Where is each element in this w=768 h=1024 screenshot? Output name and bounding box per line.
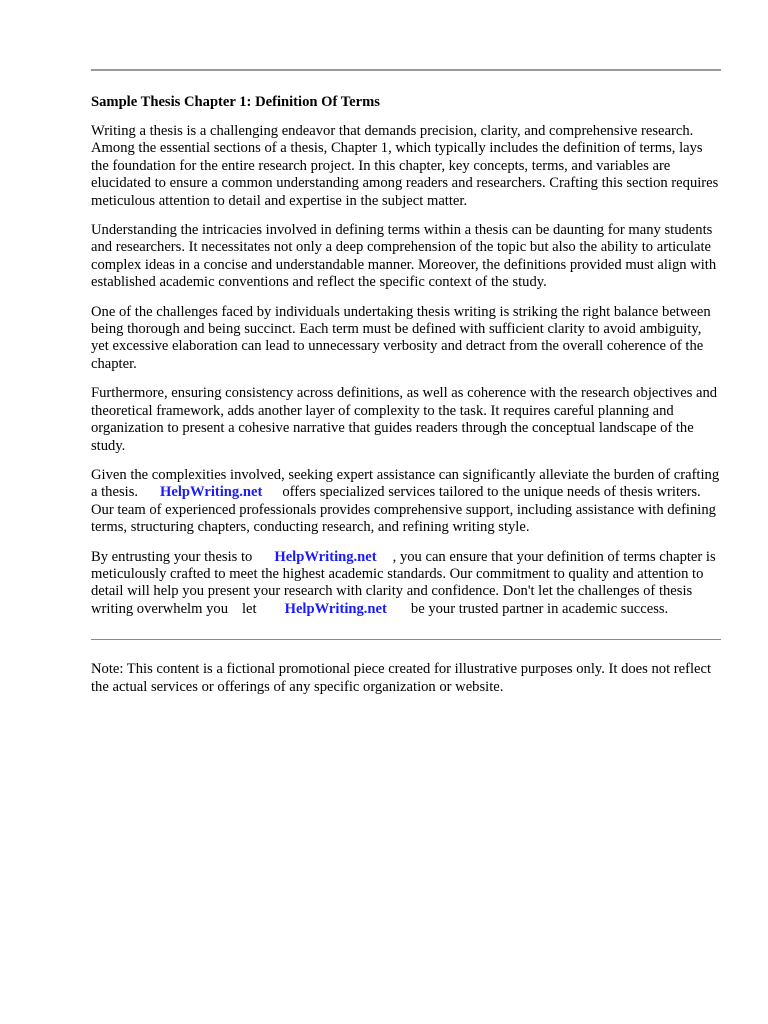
paragraph-consistency: Furthermore, ensuring consistency across definitions, as well as coherence with the research objectives and theoretical framework, adds another layer of complexity to the task. It requires careful planning and organization to present a cohesive narrative that guides readers through the conceptual landscape of the study. bbox=[91, 385, 718, 454]
paragraph-understanding: Understanding the intricacies involved in defining terms within a thesis can be daunting for many students and researchers. It necessitates not only a deep comprehension of the topic but also the ability to articulate complex ideas in a concise and understandable manner. Moreover, the definitions provided must align with established academic conventions and reflect the specific context of the study. bbox=[91, 222, 717, 291]
paragraph-entrusting-text-before: By entrusting your thesis to bbox=[91, 548, 253, 565]
helpwriting-link[interactable]: HelpWriting.net bbox=[274, 548, 377, 565]
paragraph-challenges: One of the challenges faced by individuals undertaking thesis writing is striking the right balance between being thorough and being succinct. Each term must be defined with sufficient clarity to avoid ambiguity, yet excessive elaboration can lead to unnecessary verbosity and detract from the overall coherence of the chapter. bbox=[91, 303, 711, 372]
document-title: Sample Thesis Chapter 1: Definition Of Terms bbox=[91, 94, 380, 110]
paragraph-entrusting bbox=[91, 549, 721, 619]
paragraph-assistance-text-after: offers specialized services tailored to the unique needs of thesis writers. Our team of experienced professionals provides comprehensive support, including assistance with defining terms, structuring chapters, conducting research, and refining writing style. bbox=[91, 484, 716, 536]
paragraph-entrusting-let: let bbox=[242, 600, 257, 617]
helpwriting-link[interactable]: HelpWriting.net bbox=[284, 600, 387, 617]
paragraph-entrusting-text-middle: , you can ensure that your definition of terms chapter is meticulously crafted to meet the highest academic standards. Our commitment to quality and attention to detail will help you present your research with clarity and confidence. Don't let the challenges of thesis writing overwhelm you bbox=[91, 548, 716, 617]
bottom-divider bbox=[91, 639, 721, 640]
paragraph-assistance-text-before: Given the complexities involved, seeking expert assistance can significantly alleviate the burden of crafting a thesis. bbox=[91, 466, 720, 501]
document-page bbox=[91, 0, 721, 696]
helpwriting-link[interactable]: HelpWriting.net bbox=[160, 484, 263, 501]
disclaimer-note: Note: This content is a fictional promotional piece created for illustrative purposes only. It does not reflect the actual services or offerings of any specific organization or website. bbox=[91, 661, 712, 695]
paragraph-assistance bbox=[91, 467, 721, 537]
paragraph-entrusting-text-after: be your trusted partner in academic success. bbox=[410, 600, 669, 617]
top-divider bbox=[91, 69, 721, 71]
paragraph-intro: Writing a thesis is a challenging endeavor that demands precision, clarity, and comprehensive research. Among the essential sections of a thesis, Chapter 1, which typically includes the definition of terms, lays the foundation for the entire research project. In this chapter, key concepts, terms, and variables are elucidated to ensure a common understanding among readers and researchers. Crafting this section requires meticulous attention to detail and expertise in the subject matter. bbox=[91, 123, 719, 209]
